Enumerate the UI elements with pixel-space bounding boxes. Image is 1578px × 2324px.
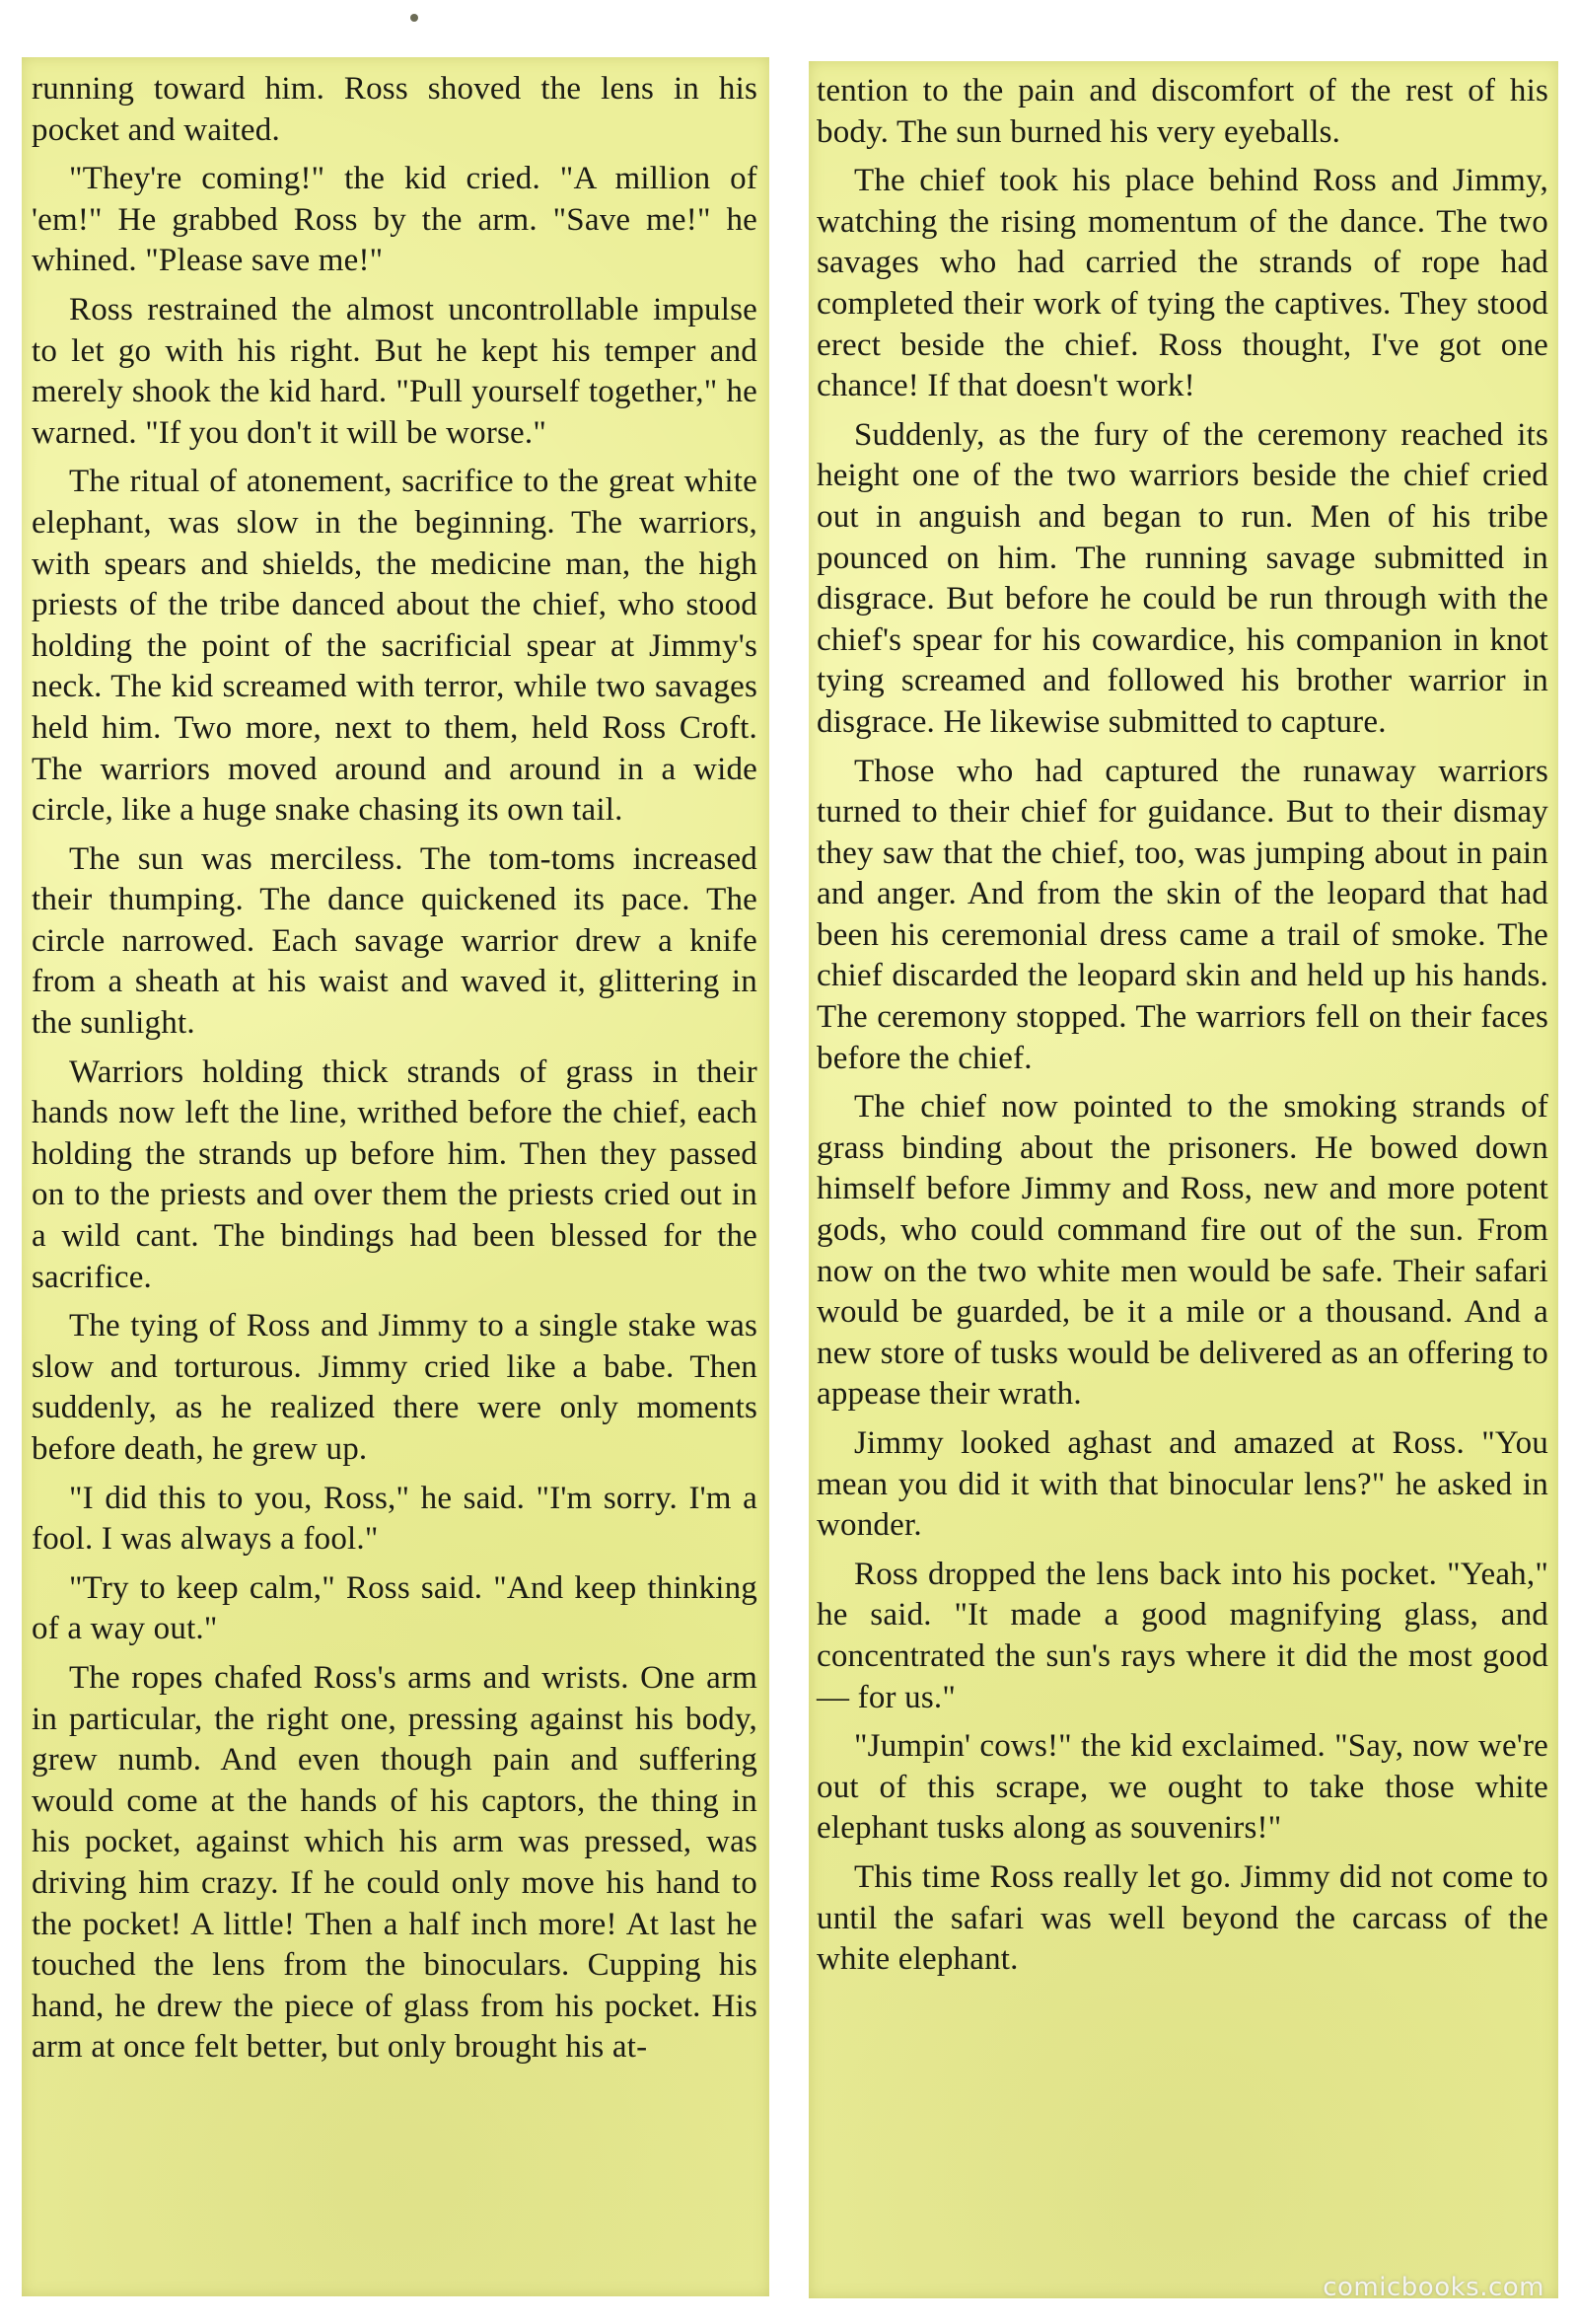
paragraph: The tying of Ross and Jimmy to a single stake was slow and torturous. Jimmy cried like a babe. Then suddenly, as he realized there were only moments before death, he grew up. — [32, 1308, 757, 1467]
paragraph: Ross dropped the lens back into his pocket. "Yeah," he said. "It made a good magnifying glass, and concentrated the sun's rays where it did the most good — for us." — [817, 1556, 1548, 1715]
left-text-column — [32, 69, 757, 2076]
paragraph: Ross restrained the almost uncontrollable impulse to let go with his right. But he kept his temper and merely shook the kid hard. "Pull yourself together," he warned. "If you don't it will be worse." — [32, 291, 757, 451]
paragraph: The ropes chafed Ross's arms and wrists. One arm in particular, the right one, pressing against his body, grew numb. And even though pain and suffering would come at the hands of his captors, the thing in his pocket, against which his arm was pressed, was driving him crazy. If he could only move his hand to the pocket! A little! Then a half inch more! At last he touched the lens from the binoculars. Cupping his hand, he drew the piece of glass from his pocket. His arm at once felt better, but only brought his at- — [32, 1659, 757, 2066]
paragraph: This time Ross really let go. Jimmy did not come to until the safari was well beyond the carcass of the white elephant. — [817, 1858, 1548, 1978]
paragraph: "Try to keep calm," Ross said. "And keep thinking of a way out." — [32, 1569, 757, 1647]
paragraph: Warriors holding thick strands of grass in their hands now left the line, writhed before the chief, each holding the strands up before him. Then they passed on to the priests and over them the priests cried out in a wild cant. The bindings had been blessed for the sacrifice. — [32, 1053, 757, 1295]
paragraph: "Jumpin' cows!" the kid exclaimed. "Say, now we're out of this scrape, we ought to take those white elephant tusks along as souvenirs!" — [817, 1728, 1548, 1847]
paragraph: "They're coming!" the kid cried. "A million of 'em!" He grabbed Ross by the arm. "Save me!" he whined. "Please save me!" — [32, 161, 757, 279]
paragraph: The chief took his place behind Ross and Jimmy, watching the rising momentum of the dance. The two savages who had carried the strands of rope had completed their work of tying the captives. They stood erect beside the chief. Ross thought, I've got one chance! If that doesn't work! — [817, 163, 1548, 404]
paragraph: The chief now pointed to the smoking strands of grass binding about the prisoners. He bowed down himself before Jimmy and Ross, new and more potent gods, who could command fire out of the sun. From now on the two white men would be safe. Their safari would be guarded, be it a mile or a thousand. And a new store of tusks would be delivered as an offering to appease their wrath. — [817, 1089, 1548, 1413]
paragraph: The ritual of atonement, sacrifice to the great white elephant, was slow in the beginning. The warriors, with spears and shields, the medicine man, the high priests of the tribe danced about the chief, who stood holding the point of the sacrificial spear at Jimmy's neck. The kid screamed with terror, while two savages held him. Two more, next to them, held Ross Croft. The warriors moved around and around in a wide circle, like a huge snake chasing its own tail. — [32, 464, 757, 829]
site-watermark: comicbooks.com — [1323, 2273, 1544, 2302]
ink-speck — [410, 14, 418, 22]
paragraph: Suddenly, as the fury of the ceremony reached its height one of the two warriors beside the chief cried out in anguish and began to run. Men of his tribe pounced on him. The running savage submitted in disgrace. But before he could be run through with the chief's spear for his cowardice, his companion in knot tying screamed and followed his brother warrior in disgrace. He likewise submitted to capture. — [817, 416, 1548, 740]
paragraph: "I did this to you, Ross," he said. "I'm sorry. I'm a fool. I was always a fool." — [32, 1480, 757, 1558]
paragraph: tention to the pain and discomfort of the rest of his body. The sun burned his very eyeballs. — [817, 73, 1548, 150]
paragraph: The sun was merciless. The tom-toms increased their thumping. The dance quickened its pace. The circle narrowed. Each savage warrior drew a knife from a sheath at his waist and waved it, glittering in the sunlight. — [32, 840, 757, 1042]
paragraph: running toward him. Ross shoved the lens in his pocket and waited. — [32, 71, 757, 148]
right-text-column — [817, 71, 1548, 1989]
paragraph: Jimmy looked aghast and amazed at Ross. "You mean you did it with that binocular lens?" he asked in wonder. — [817, 1425, 1548, 1544]
paragraph: Those who had captured the runaway warriors turned to their chief for guidance. But to their dismay they saw that the chief, too, was jumping about in pain and anger. And from the skin of the leopard that had been his ceremonial dress came a trail of smoke. The chief discarded the leopard skin and held up his hands. The ceremony stopped. The warriors fell on their faces before the chief. — [817, 753, 1548, 1076]
